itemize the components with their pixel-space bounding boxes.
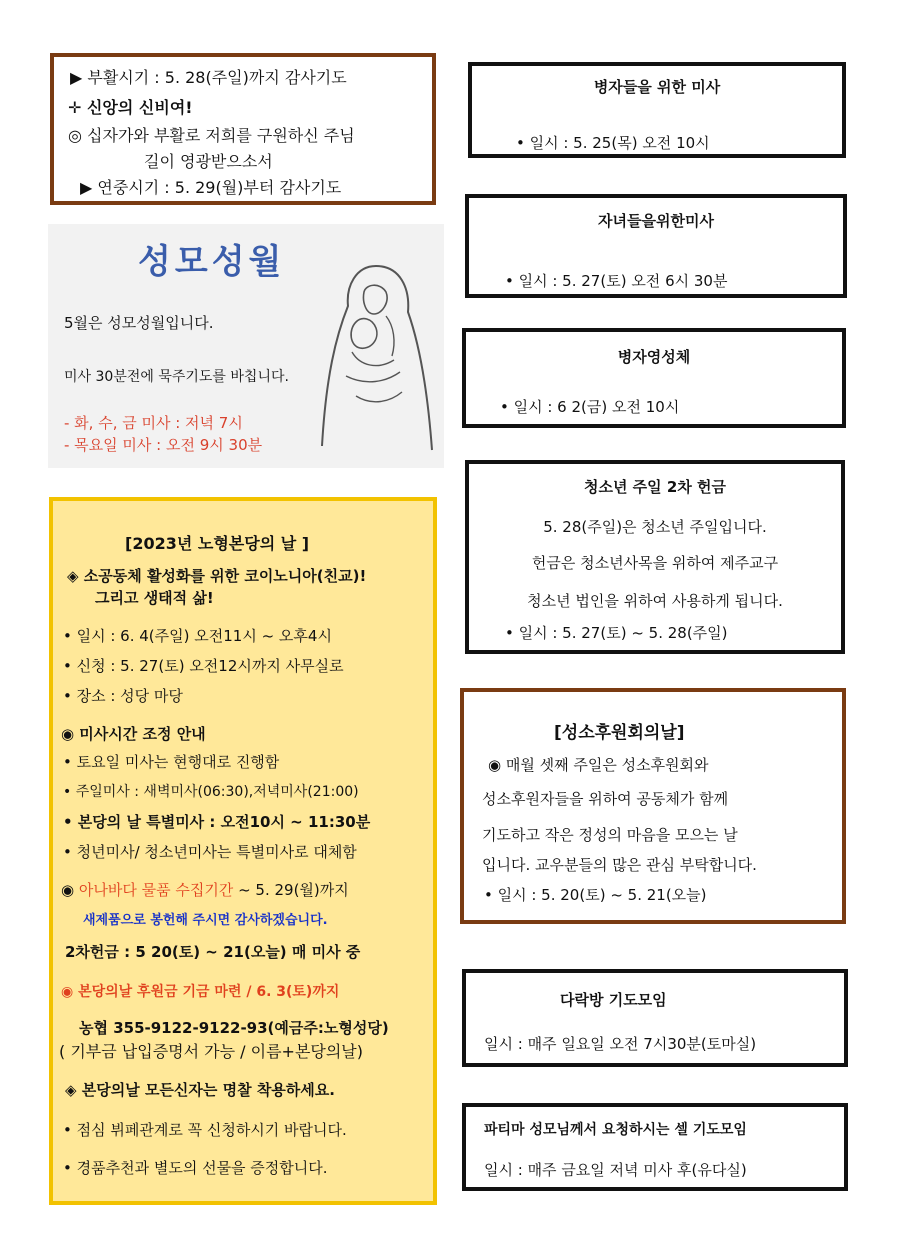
fatima-prayer-date: 일시 : 매주 금요일 저녁 미사 후(유다실) <box>484 1161 747 1179</box>
bank-account: 농협 355-9122-9122-93(예금주:노형성당) <box>79 1019 389 1037</box>
saturday-mass: • 토요일 미사는 현행대로 진행함 <box>63 753 280 771</box>
second-collection: 2차헌금 : 5 20(토) ~ 21(오늘) 매 미사 중 <box>65 943 361 961</box>
event-date: • 일시 : 6. 4(주일) 오전11시 ~ 오후4시 <box>63 627 332 645</box>
youth-collection-box <box>465 460 845 654</box>
bazaar-label: 아나바다 물품 수집기간 <box>78 881 234 899</box>
vocation-date: • 일시 : 5. 20(토) ~ 5. 21(오늘) <box>484 886 707 904</box>
bazaar-note: 새제품으로 봉헌해 주시면 감사하겠습니다. <box>83 913 328 928</box>
fund-notice: ◉ 본당의날 후원금 기금 마련 / 6. 3(토)까지 <box>61 984 340 1000</box>
easter-season-line: ▶ 부활시기 : 5. 28(주일)까지 감사기도 <box>70 68 347 87</box>
vocation-line3: 기도하고 작은 정성의 마음을 모으는 날 <box>482 826 738 844</box>
bazaar-bullet: ◉ <box>61 881 79 899</box>
sick-mass-date: • 일시 : 5. 25(목) 오전 10시 <box>516 134 710 152</box>
acclamation-line-2: 길이 영광받으소서 <box>144 152 273 171</box>
sick-communion-box <box>462 328 846 428</box>
badge-notice: ◈ 본당의날 모든신자는 명찰 착용하세요. <box>65 1081 335 1099</box>
koinonia-line: ◈ 소공동체 활성화를 위한 코이노니아(친교)! <box>67 567 367 585</box>
rosary-notice: 미사 30분전에 묵주기도를 바칩니다. <box>64 369 289 385</box>
acclamation-line: ◎ 십자가와 부활로 저희를 구원하신 주님 <box>68 126 355 145</box>
easter-notice-box <box>50 53 436 205</box>
receipt-notice: ( 기부금 납입증명서 가능 / 이름+본당의날) <box>59 1042 364 1061</box>
lunch-notice: • 점심 뷔페관계로 꼭 신청하시기 바랍니다. <box>63 1121 347 1139</box>
faith-mystery-line: ✛ 신앙의 신비여! <box>68 98 193 117</box>
youth-mass: • 청년미사/ 청소년미사는 특별미사로 대체함 <box>63 843 357 861</box>
parish-day-title: [2023년 노형본당의 날 ] <box>125 534 310 553</box>
attic-prayer-title: 다락방 기도모임 <box>560 991 667 1009</box>
ordinary-season-line: ▶ 연중시기 : 5. 29(월)부터 감사기도 <box>80 178 342 197</box>
fatima-prayer-title: 파티마 성모님께서 요청하시는 셀 기도모임 <box>484 1122 747 1138</box>
event-place: • 장소 : 성당 마당 <box>63 687 183 705</box>
bazaar-line <box>61 879 349 900</box>
mary-month-title: 성모성월 <box>138 242 286 282</box>
bazaar-period: ~ 5. 29(월)까지 <box>233 881 349 899</box>
vocation-line4: 입니다. 교우분들의 많은 관심 부탁합니다. <box>482 856 757 874</box>
event-apply: • 신청 : 5. 27(토) 오전12시까지 사무실로 <box>63 657 344 675</box>
children-mass-box <box>465 194 847 298</box>
youth-collection-line2: 헌금은 청소년사목을 위하여 제주교구 <box>531 554 779 572</box>
attic-prayer-box <box>462 969 848 1067</box>
mary-illustration <box>316 256 438 456</box>
gift-notice: • 경품추천과 별도의 선물을 증정합니다. <box>63 1159 328 1177</box>
mary-month-intro: 5월은 성모성월입니다. <box>64 314 214 332</box>
sick-communion-date: • 일시 : 6 2(금) 오전 10시 <box>500 398 680 416</box>
mass-time-heading: ◉ 미사시간 조정 안내 <box>61 725 206 743</box>
weekday-mass-time: - 화, 수, 금 미사 : 저녁 7시 <box>64 414 243 432</box>
parish-day-box <box>49 497 437 1205</box>
attic-prayer-date: 일시 : 매주 일요일 오전 7시30분(토마실) <box>484 1035 757 1053</box>
youth-collection-title: 청소년 주일 2차 헌금 <box>583 478 727 496</box>
special-mass: • 본당의 날 특별미사 : 오전10시 ~ 11:30분 <box>63 813 371 831</box>
youth-collection-line3: 청소년 법인을 위하여 사용하게 됩니다. <box>527 592 783 610</box>
sick-mass-box <box>468 62 846 158</box>
vocation-line1: ◉ 매월 셋째 주일은 성소후원회와 <box>488 756 709 774</box>
youth-collection-line1: 5. 28(주일)은 청소년 주일입니다. <box>543 518 767 536</box>
sick-communion-title: 병자영성체 <box>617 348 691 366</box>
sunday-mass: • 주일미사 : 새벽미사(06:30),저녁미사(21:00) <box>63 784 359 800</box>
sick-mass-title: 병자들을 위한 미사 <box>593 78 721 96</box>
ecology-line: 그리고 생태적 삶! <box>95 589 214 607</box>
vocation-support-box <box>460 688 846 924</box>
fatima-prayer-box <box>462 1103 848 1191</box>
thursday-mass-time: - 목요일 미사 : 오전 9시 30분 <box>64 436 263 454</box>
mary-month-box <box>48 224 444 468</box>
vocation-line2: 성소후원자들을 위하여 공동체가 함께 <box>482 790 729 808</box>
children-mass-date: • 일시 : 5. 27(토) 오전 6시 30분 <box>505 272 728 290</box>
youth-collection-date: • 일시 : 5. 27(토) ~ 5. 28(주일) <box>505 624 728 642</box>
vocation-support-title: [성소후원회의날] <box>554 723 685 743</box>
children-mass-title: 자녀들을위한미사 <box>598 212 714 230</box>
